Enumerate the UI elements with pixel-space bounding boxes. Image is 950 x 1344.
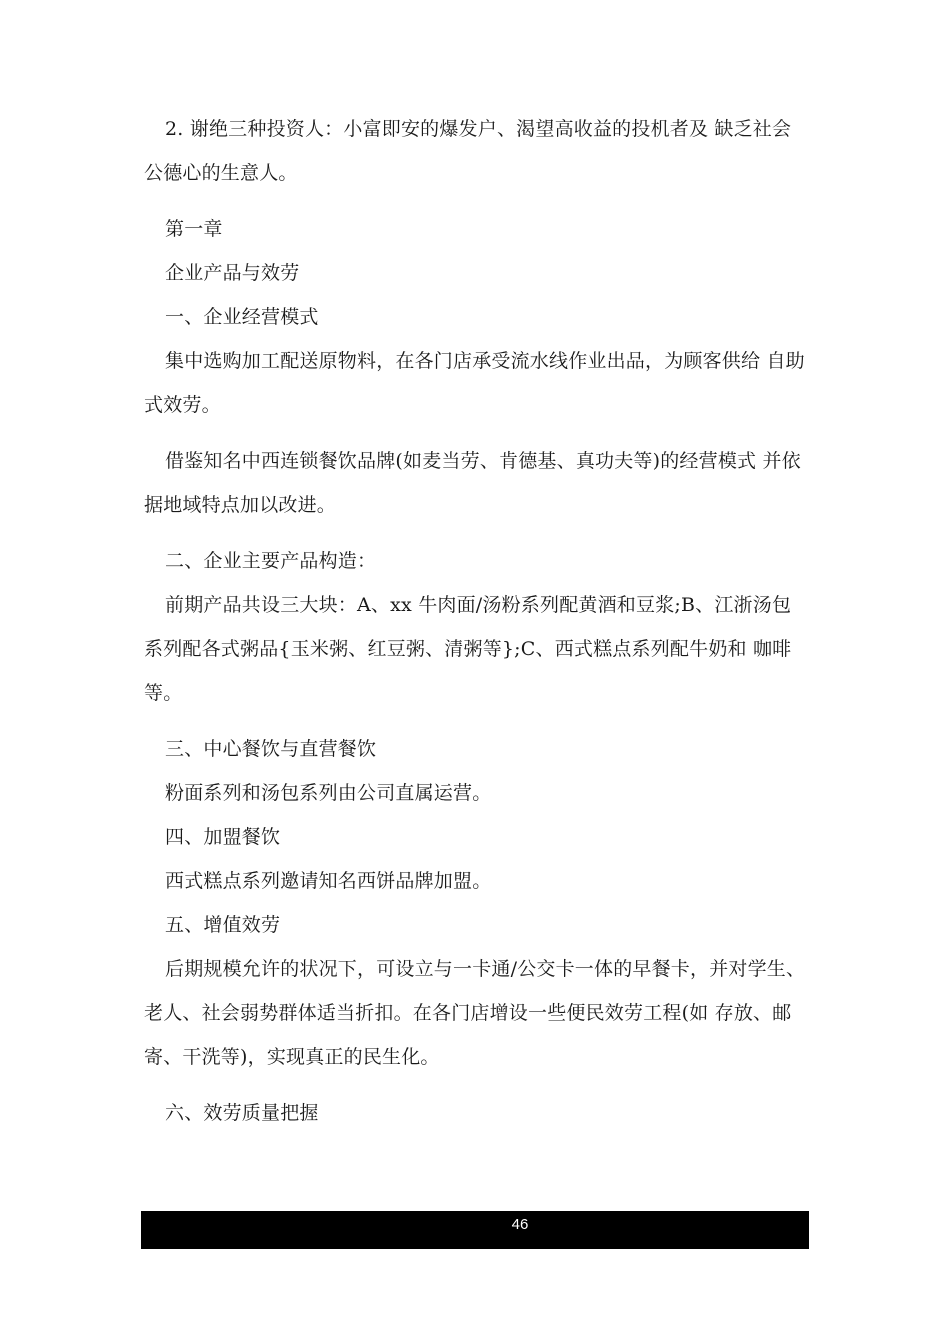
chapter-title: 企业产品与效劳 — [165, 262, 300, 284]
paragraph-direct-operation: 粉面系列和汤包系列由公司直属运营。 — [165, 782, 492, 804]
page-number: 46 — [511, 1216, 529, 1233]
section-heading-central-dining: 三、中心餐饮与直营餐饮 — [165, 738, 377, 760]
section-heading-product-structure: 二、企业主要产品构造： — [165, 550, 377, 572]
page-content — [144, 107, 810, 1135]
paragraph-product-lines: 前期产品共设三大块：A、xx 牛肉面/汤粉系列配黄酒和豆浆;B、江浙汤包系列配各式粥品{玉米粥、红豆粥、清粥等};C、西式糕点系列配牛奶和 咖啡等。 — [144, 594, 792, 704]
section-heading-value-added: 五、增值效劳 — [165, 914, 281, 936]
paragraph-reference-brands: 借鉴知名中西连锁餐饮品牌(如麦当劳、肯德基、真功夫等)的经营模式 并依据地域特点加以改进。 — [144, 450, 801, 516]
paragraph-procurement: 集中选购加工配送原物料，在各门店承受流水线作业出品，为顾客供给 自助式效劳。 — [144, 350, 805, 416]
paragraph-investors: 2. 谢绝三种投资人：小富即安的爆发户、渴望高收益的投机者及 缺乏社会公德心的生意人。 — [144, 118, 792, 184]
paragraph-value-added: 后期规模允许的状况下，可设立与一卡通/公交卡一体的早餐卡，并对学生、老人、社会弱势群体适当折扣。在各门店增设一些便民效劳工程(如 存放、邮寄、干洗等)，实现真正的民生化。 — [144, 958, 806, 1068]
section-heading-franchise: 四、加盟餐饮 — [165, 826, 281, 848]
page-footer — [141, 1211, 809, 1249]
paragraph-franchise: 西式糕点系列邀请知名西饼品牌加盟。 — [165, 870, 492, 892]
section-heading-business-model: 一、企业经营模式 — [165, 306, 319, 328]
section-heading-service-quality: 六、效劳质量把握 — [165, 1102, 319, 1124]
chapter-label: 第一章 — [165, 218, 223, 240]
